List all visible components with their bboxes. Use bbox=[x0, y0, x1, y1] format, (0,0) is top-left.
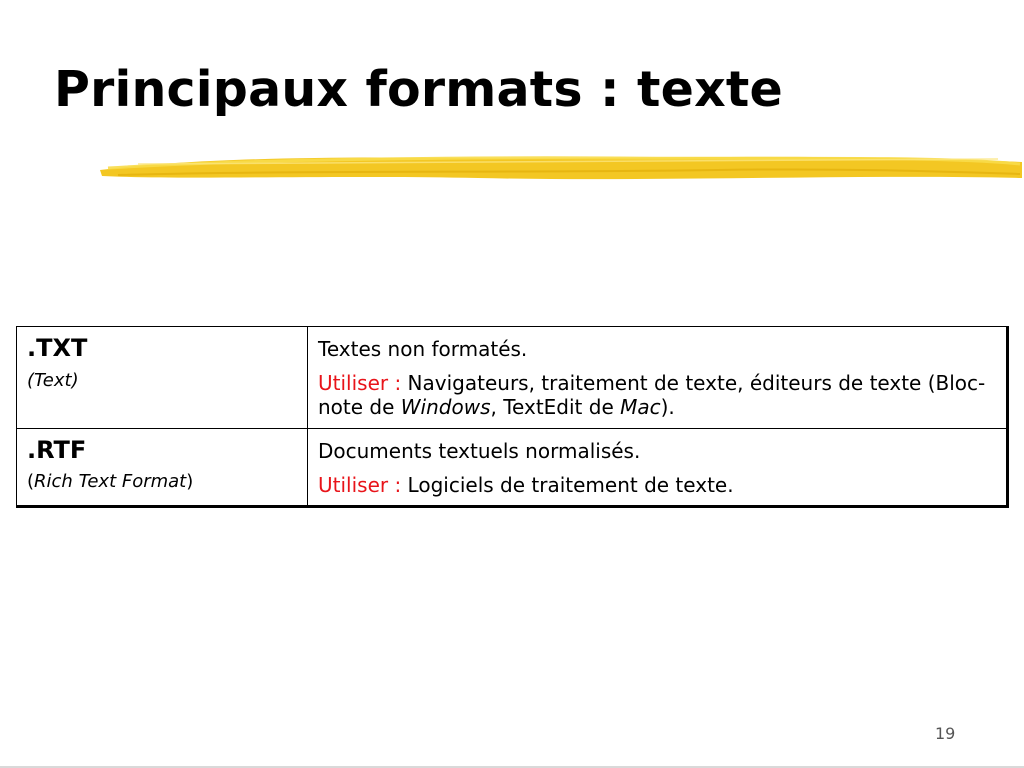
format-full-name-prefix: ( bbox=[27, 471, 35, 493]
format-full-name-text: Rich Text Format bbox=[34, 471, 187, 493]
page-number: 19 bbox=[935, 724, 956, 743]
usage-text: , TextEdit de bbox=[490, 395, 621, 420]
format-description: Documents textuels normalisés. bbox=[318, 438, 641, 463]
format-description: Textes non formatés. bbox=[318, 337, 528, 361]
formats-table bbox=[16, 326, 1009, 508]
usage-text: Navigateurs, traitement de texte, éditeurs de texte (Bloc-note de bbox=[318, 371, 986, 420]
table-row bbox=[17, 327, 1008, 429]
format-description-cell bbox=[308, 327, 1008, 429]
usage-label: Utiliser : bbox=[318, 472, 402, 497]
format-usage bbox=[318, 371, 996, 420]
format-usage bbox=[318, 473, 996, 497]
format-extension: .TXT bbox=[27, 334, 88, 362]
usage-text: Logiciels de traitement de texte. bbox=[401, 472, 734, 497]
table-row bbox=[17, 428, 1008, 506]
title-underline-brushstroke bbox=[98, 148, 1024, 188]
format-full-name bbox=[27, 470, 297, 493]
slide-title: Principaux formats : texte bbox=[54, 61, 783, 118]
format-full-name-suffix: ) bbox=[186, 471, 194, 493]
usage-text: ). bbox=[660, 395, 675, 420]
format-extension: .RTF bbox=[27, 435, 87, 464]
format-full-name bbox=[27, 369, 297, 392]
format-description-cell bbox=[308, 428, 1008, 506]
format-name-cell bbox=[17, 327, 308, 429]
usage-label: Utiliser : bbox=[318, 371, 402, 395]
usage-italic-mac: Mac bbox=[620, 395, 661, 420]
format-name-cell bbox=[17, 428, 308, 506]
format-full-name-text: (Text) bbox=[27, 369, 79, 391]
usage-italic-windows: Windows bbox=[400, 395, 491, 420]
